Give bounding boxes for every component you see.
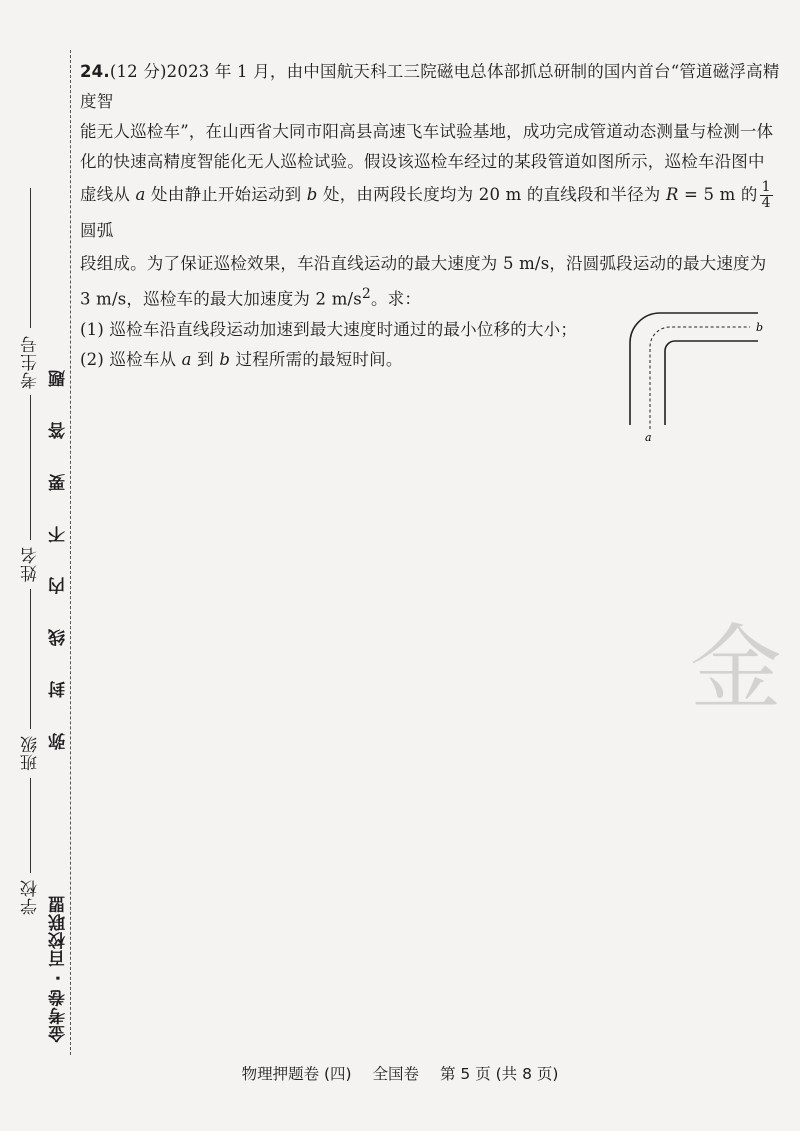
text-run: (2) 巡检车从 <box>80 349 182 369</box>
pipe-inner-wall <box>665 341 758 425</box>
text-run: 圆弧 <box>80 221 114 240</box>
var-R: R <box>665 185 679 204</box>
text-run: 3 m/s，巡检车的最大加速度为 2 m/s <box>80 289 362 309</box>
var-a: a <box>135 185 146 204</box>
text-run: 。求： <box>370 289 422 309</box>
page-footer <box>0 1062 800 1084</box>
text-run: 处，由两段长度均为 20 m 的直线段和半径为 <box>317 185 666 204</box>
notice-char: 内 <box>49 577 69 595</box>
point-a-label: a <box>645 431 652 444</box>
text-run: 处由静止开始运动到 <box>145 185 307 204</box>
question-text: 2023 年 1 月，由中国航天科工三院磁电总体部抓总研制的国内首台“管道磁浮高精度智 <box>80 62 780 111</box>
var-b: b <box>306 185 318 204</box>
question-line: 段组成。为了保证巡检效果，车沿直线运动的最大速度为 5 m/s，沿圆弧段运动的最大速度为 <box>80 254 767 273</box>
class-label: 班级 <box>21 735 41 772</box>
superscript: 2 <box>361 286 371 302</box>
footer-page: 第 5 页 (共 8 页) <box>439 1065 559 1083</box>
var-a: a <box>181 349 192 369</box>
notice-char: 线 <box>49 629 69 647</box>
school-label: 学校 <box>21 879 41 915</box>
seal-line-notice <box>46 370 71 750</box>
question-line: 能无人巡检车”，在山西省大同市阳高县高速飞车试验基地，成功完成管道动态测量与检测一体 <box>80 122 774 141</box>
notice-char: 不 <box>49 525 69 543</box>
question-line <box>80 57 780 117</box>
watermark-logo <box>690 610 800 720</box>
question-number: 24. <box>80 62 110 81</box>
brand-label: 金考卷 · 百校联盟 <box>49 895 69 1043</box>
fraction-denominator: 4 <box>761 195 771 211</box>
question-score: (12 分) <box>109 62 167 81</box>
school-blank <box>31 778 32 873</box>
watermark-text: 金 <box>690 615 783 720</box>
notice-char: 封 <box>49 681 69 699</box>
notice-char: 题 <box>49 370 69 388</box>
pipe-outer-wall <box>630 313 758 425</box>
class-blank <box>31 589 32 729</box>
text-run: 虚线从 <box>80 185 136 204</box>
question-line <box>80 177 780 249</box>
fraction-numerator: 1 <box>761 179 771 195</box>
var-b: b <box>219 349 231 369</box>
point-b-label: b <box>756 321 764 334</box>
notice-char: 要 <box>49 473 69 491</box>
name-blank <box>31 395 32 540</box>
sub-question-1: (1) 巡检车沿直线段运动加速到最大速度时通过的最小位移的大小； <box>80 319 578 339</box>
exam-number-blank <box>31 188 32 328</box>
name-label: 姓名 <box>21 546 41 583</box>
text-run: = 5 m 的 <box>678 185 758 204</box>
notice-char: 弥 <box>49 733 69 750</box>
exam-number-label: 考生号 <box>21 334 41 389</box>
footer-scope: 全国卷 <box>372 1065 420 1083</box>
notice-char: 答 <box>49 421 69 439</box>
text-run: 过程所需的最短时间。 <box>230 349 403 369</box>
student-info-column <box>18 215 43 915</box>
text-run: 到 <box>191 349 220 369</box>
pipe-diagram <box>620 305 780 445</box>
question-line: 化的快速高精度智能化无人巡检试验。假设该巡检车经过的某段管道如图所示，巡检车沿图中 <box>80 152 765 171</box>
footer-title: 物理押题卷 (四) <box>241 1065 352 1083</box>
fraction-quarter <box>760 180 773 211</box>
